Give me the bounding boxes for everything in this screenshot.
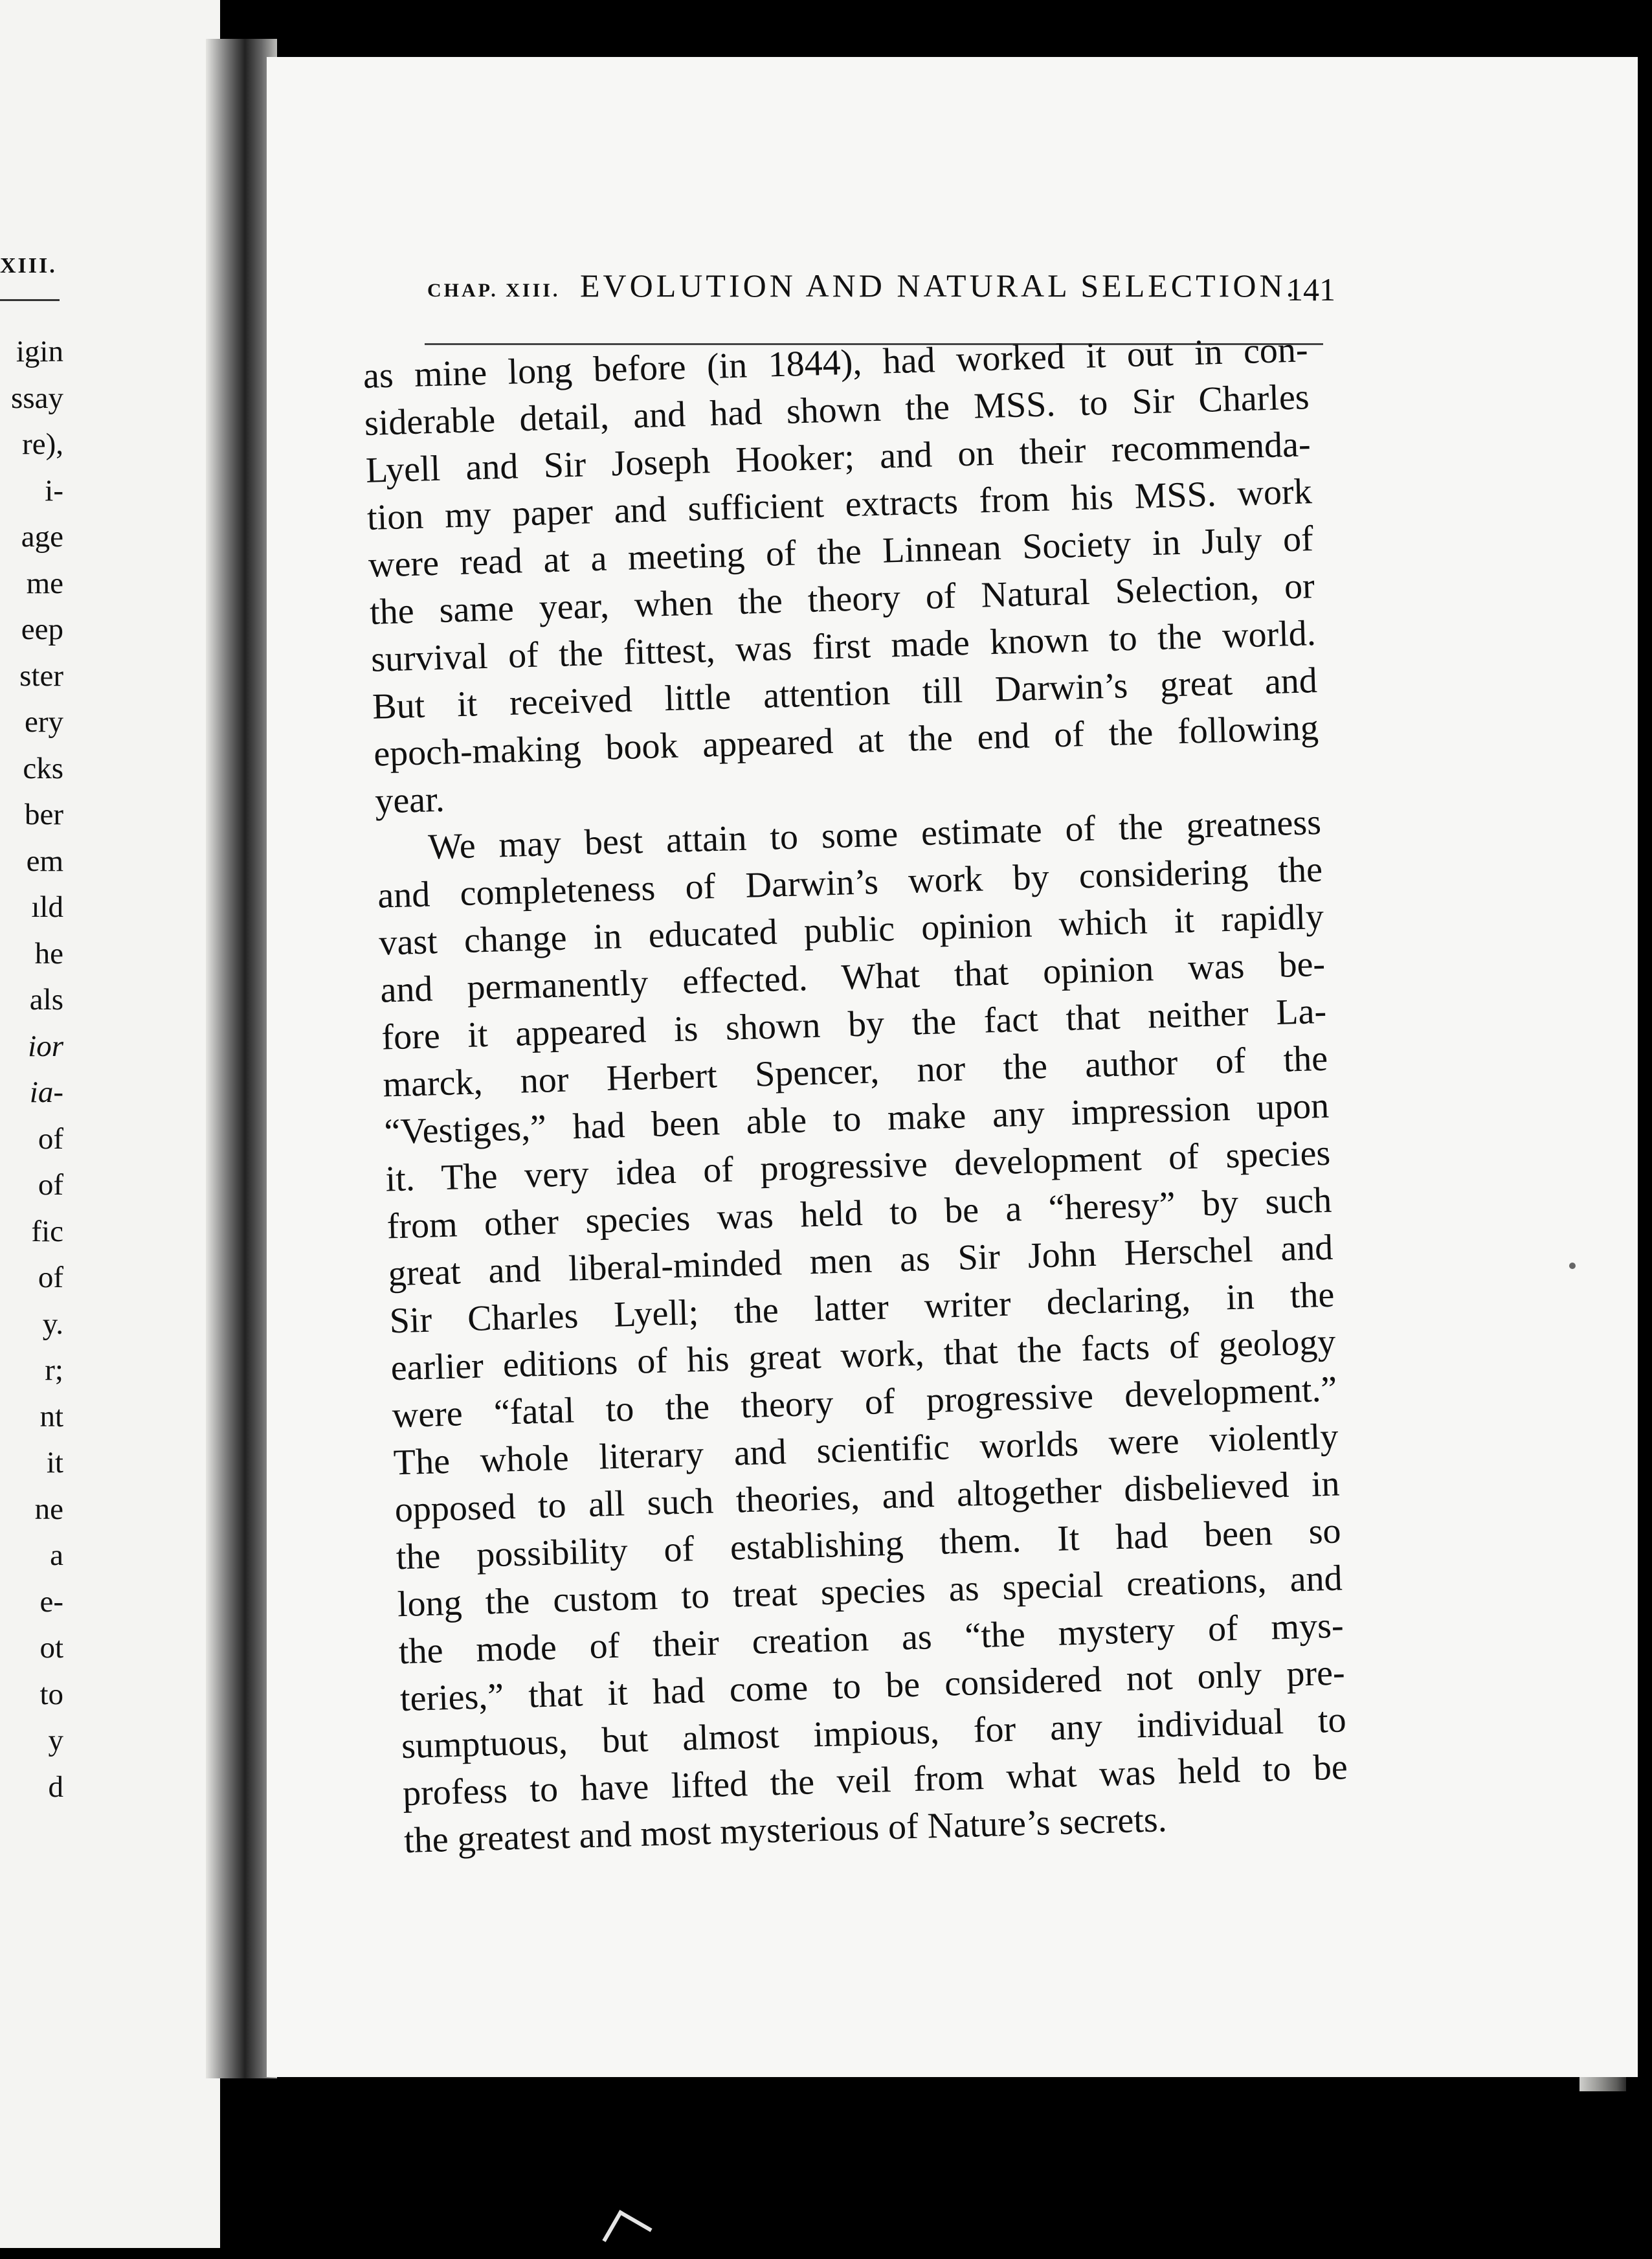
left-page-fragment: ior xyxy=(28,1029,63,1063)
text-line: year. xyxy=(374,779,445,822)
text-line: sumptuous, but almost impious, for any individual to xyxy=(401,1700,1347,1767)
left-page-fragment: ssay xyxy=(11,381,63,415)
left-page-fragment: to xyxy=(39,1677,63,1711)
left-page-fragment: he xyxy=(34,936,63,971)
text-line: teries,” that it had come to be considered not only pre- xyxy=(399,1652,1346,1720)
left-page-text-fragments xyxy=(0,329,63,1810)
running-header xyxy=(427,264,1334,309)
left-page-fragment: a xyxy=(50,1538,63,1572)
left-page-fragment: em xyxy=(26,844,63,878)
left-page-fragment: ery xyxy=(24,705,63,739)
text-line: siderable detail, and had shown the MSS. to Sir Charles xyxy=(364,377,1310,444)
left-page-fragment: eep xyxy=(21,613,63,646)
left-page-fragment: ıld xyxy=(31,890,63,924)
running-head-chapter: CHAP. XIII. xyxy=(427,280,561,301)
text-line: The whole literary and scientific worlds were violently xyxy=(393,1416,1339,1483)
text-line: as mine long before (in 1844), had worked it out in con- xyxy=(363,330,1309,396)
text-line: “Vestiges,” had been able to make any impression upon xyxy=(383,1085,1330,1152)
left-page-fragment: y xyxy=(48,1724,63,1757)
text-line: from other species was held to be a “heresy” by such xyxy=(386,1180,1332,1247)
previous-page xyxy=(0,0,220,2248)
text-line: But it received little attention till Darwin’s great and xyxy=(372,660,1318,727)
left-page-fragment: als xyxy=(29,983,63,1017)
text-line: fore it appeared is shown by the fact that neither La- xyxy=(381,991,1327,1058)
text-line: the mode of their creation as “the mystery of mys- xyxy=(398,1605,1345,1672)
text-line: long the custom to treat species as special creations, and xyxy=(397,1558,1343,1625)
left-page-fragment: r; xyxy=(45,1353,63,1387)
left-page-fragment: ne xyxy=(34,1492,63,1526)
left-page-fragment: me xyxy=(26,566,63,600)
text-line: vast change in educated public opinion which it rapidly xyxy=(378,896,1324,963)
left-page-fragment: of xyxy=(38,1121,63,1156)
left-page-fragment: d xyxy=(48,1770,63,1804)
text-line: were read at a meeting of the Linnean Society in July of xyxy=(368,519,1314,585)
left-page-fragment: re), xyxy=(22,427,63,461)
left-page-fragment: cks xyxy=(23,751,63,785)
scan-corner-mark xyxy=(602,2210,652,2259)
text-line: and completeness of Darwin’s work by considering the xyxy=(377,849,1323,916)
left-page-header-rule xyxy=(0,299,60,301)
text-line: We may best attain to some estimate of the greatness xyxy=(427,802,1322,868)
left-page-fragment: it xyxy=(46,1446,63,1479)
text-line: Lyell and Sir Joseph Hooker; and on their recommenda- xyxy=(365,424,1312,491)
left-page-fragment: y. xyxy=(42,1307,63,1341)
scan-speck xyxy=(1569,1263,1576,1269)
left-page-fragment: igin xyxy=(16,335,63,368)
text-line: Sir Charles Lyell; the latter writer declaring, in the xyxy=(388,1274,1335,1342)
left-page-fragment: ster xyxy=(19,658,63,693)
left-page-fragment: fic xyxy=(31,1214,63,1248)
left-page-fragment: of xyxy=(38,1168,63,1202)
left-page-fragment: ber xyxy=(24,798,63,831)
left-page-fragment: ot xyxy=(39,1631,63,1665)
left-page-fragment: ia- xyxy=(29,1075,63,1109)
text-line: tion my paper and sufficient extracts from his MSS. work xyxy=(366,471,1313,538)
text-line: it. The very idea of progressive development of species xyxy=(385,1132,1331,1200)
text-line: were “fatal to the theory of progressive development.” xyxy=(391,1369,1338,1436)
text-line: profess to have lifted the veil from what was held to be xyxy=(402,1747,1348,1814)
page-number: 141 xyxy=(1287,271,1335,308)
page-body-text xyxy=(363,326,1350,1865)
left-page-fragment: i- xyxy=(45,473,63,508)
running-head-title: EVOLUTION AND NATURAL SELECTION. xyxy=(580,267,1298,304)
text-line: and permanently effected. What that opinion was be- xyxy=(379,943,1326,1011)
left-page-fragment: nt xyxy=(39,1399,63,1433)
left-page-fragment: e- xyxy=(39,1584,63,1619)
text-line: the same year, when the theory of Natural Selection, or xyxy=(369,566,1315,633)
text-line: survival of the fittest, was first made known to the world. xyxy=(370,613,1317,680)
left-page-running-head: XIII. xyxy=(0,254,57,278)
text-line: marck, nor Herbert Spencer, nor the author of the xyxy=(382,1038,1328,1105)
text-line: the greatest and most mysterious of Nature’s secrets. xyxy=(403,1799,1168,1861)
text-line: opposed to all such theories, and altogether disbelieved in xyxy=(394,1463,1341,1531)
text-line: epoch-making book appeared at the end of the following xyxy=(373,708,1319,774)
left-page-fragment: age xyxy=(21,520,63,554)
left-page-fragment: of xyxy=(38,1261,63,1294)
text-line: great and liberal-minded men as Sir John Herschel and xyxy=(387,1227,1334,1294)
text-line: earlier editions of his great work, that the facts of geology xyxy=(390,1321,1337,1389)
text-line: the possibility of establishing them. It had been so xyxy=(396,1511,1342,1578)
